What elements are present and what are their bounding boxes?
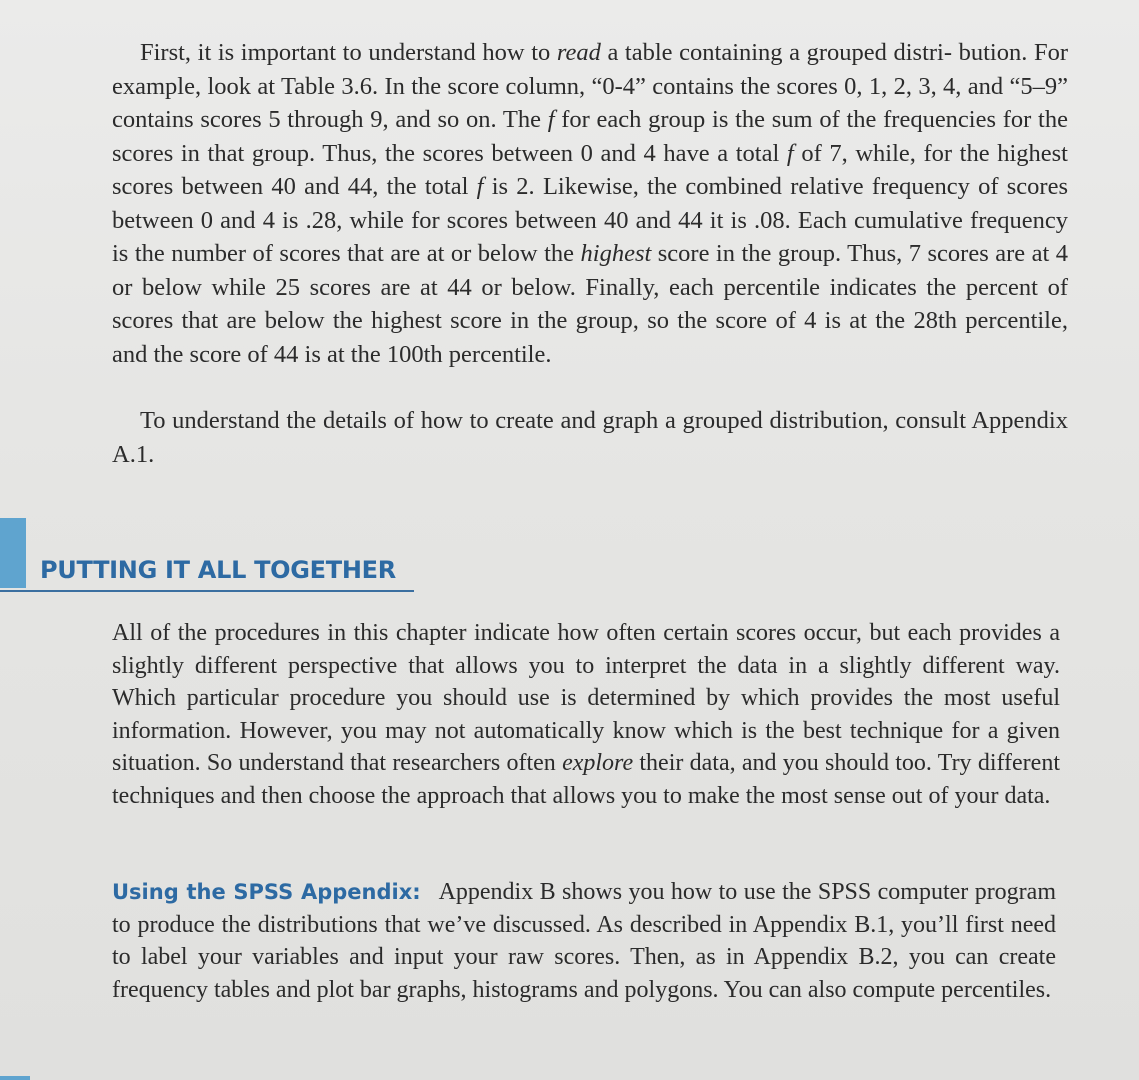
paragraph-text: for each group is the sum of the frequencies for the scores in that group. Thus, the scores between 0 and 4 have a total (112, 106, 1068, 167)
paragraph-text: To understand the details of how to create and graph a grouped distribution, consult Appendix A.1. (112, 407, 1068, 468)
paragraph-text: their data, and you should too. Try different techniques and then choose the approach that allows you to make the most sense out of your data. (112, 750, 1060, 809)
page-edge-marker (0, 1076, 30, 1080)
paragraph-text: a table containing a grouped distri- bution. For example, look at Table 3.6. In the score column, “0-4” contains the scores 0, 1, 2, 3, 4, and “5–9” contains scores 5 through 9, and so on. The (112, 39, 1068, 133)
symbol-f: f (547, 106, 555, 133)
paragraph-text: is 2. Likewise, the combined relative frequency of scores between 0 and 4 is .28, while for scores between 40 and 44 it is .08. Each cumulative frequency is the number of scores that are at or below the (112, 173, 1068, 267)
section-heading-rule (0, 590, 414, 592)
emphasis-read: read (556, 39, 601, 66)
paragraph-grouped-distribution (112, 36, 1068, 371)
paragraph-appendix-reference (112, 404, 1068, 471)
emphasis-highest: highest (580, 240, 652, 267)
paragraph-text: score in the group. Thus, 7 scores are at 4 or below while 25 scores are at 44 or below. Finally, each percentile indicates the percent of scores that are below the highest score in the group, so the score of 4 is at the 28th percentile, and the score of 44 is at the 100th percentile. (112, 240, 1068, 368)
paragraph-text: First, it is important to understand how to (140, 39, 557, 66)
paragraph-spss-appendix (112, 876, 1056, 1006)
spss-appendix-lead: Using the SPSS Appendix: (112, 880, 421, 904)
symbol-f: f (476, 173, 484, 200)
paragraph-text: Appendix B shows you how to use the SPSS computer program to produce the distributions that we’ve discussed. As described in Appendix B.1, you’ll first need to label your variables and input your raw scores. Then, as in Appendix B.2, you can create frequency tables and plot bar graphs, histograms and polygons. You can also compute percentiles. (112, 879, 1056, 1003)
symbol-f: f (786, 139, 794, 167)
paragraph-text: of 7, while, for the highest scores between 40 and 44, the total (112, 139, 1068, 200)
paragraph-putting-together (112, 617, 1060, 813)
emphasis-explore: explore (562, 750, 634, 777)
section-tab-marker (0, 518, 26, 588)
paragraph-text: All of the procedures in this chapter indicate how often certain scores occur, but each provides a slightly different perspective that allows you to interpret the data in a slightly different way. Which particular procedure you should use is determined by which provides the most useful information. However, you may not automatically know which is the best technique for a given situation. So understand that researchers often (112, 620, 1060, 777)
section-heading: PUTTING IT ALL TOGETHER (40, 556, 396, 584)
